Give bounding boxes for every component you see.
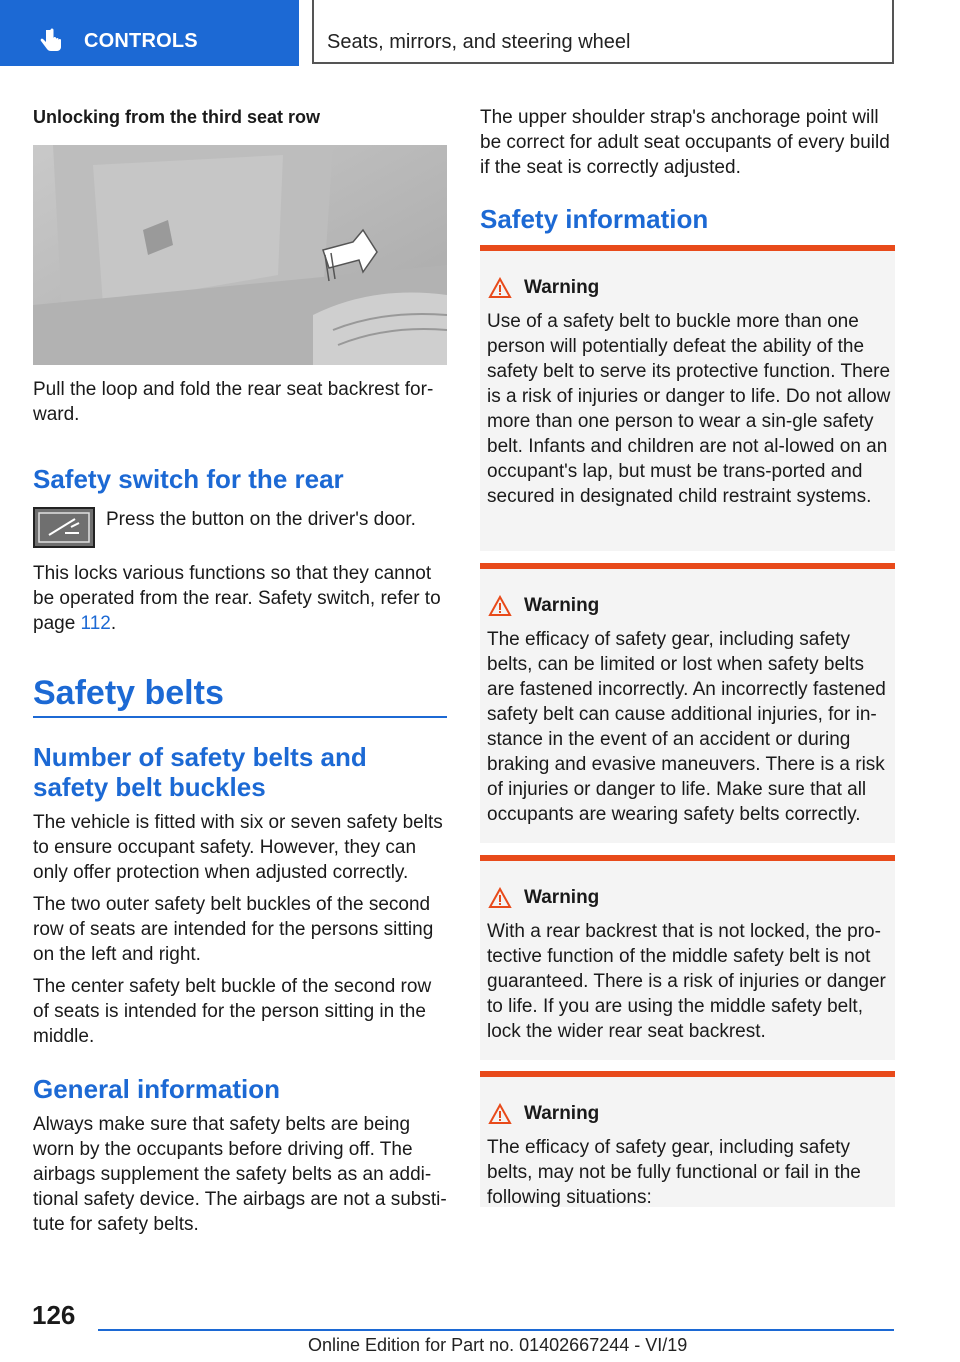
- warning-label: Warning: [524, 595, 600, 616]
- locks-text-end: .: [110, 613, 117, 634]
- page-link[interactable]: 112: [80, 613, 111, 634]
- chapter-label: CONTROLS: [84, 30, 198, 52]
- general-text: Always make sure that safety belts are being worn by the occupants before driving off. The airbags supplement the safety belts as an addi-tional safety device. The airbags are not a substi-tute for safety belts.: [33, 1114, 447, 1235]
- warning-header: [488, 887, 599, 909]
- safety-info-heading: Safety information: [480, 204, 709, 234]
- warning-triangle-icon: [488, 277, 512, 299]
- warning-header: [488, 595, 599, 617]
- third-row-seat-illustration: [33, 145, 447, 365]
- section-tab[interactable]: [312, 0, 894, 64]
- warning-text: The efficacy of safety gear, including safety belts, can be limited or lost when safety belts are fastened incorrectly. An incorrectly fastened safety belt can cause additional injuries, for in-stance in the event of an accident or during braking and evasive maneuvers. There is a risk of injuries or danger to life. Make sure that all occupants are wearing safety belts correctly.: [487, 629, 886, 825]
- warning-text: With a rear backrest that is not locked, the pro-tective function of the middle safety belt is not guaranteed. There is a risk of injuries or danger to life. If you are using the middle safety belt, lock the wider rear seat backrest.: [487, 921, 886, 1042]
- number-paragraph-3: The center safety belt buckle of the second row of seats is intended for the person sitting in the middle.: [33, 976, 432, 1047]
- warning-triangle-icon: [488, 887, 512, 909]
- page-header: [0, 0, 960, 66]
- safety-switch-text: Press the button on the driver's door.: [106, 509, 416, 530]
- warning-label: Warning: [524, 887, 600, 908]
- number-paragraph-1: The vehicle is fitted with six or seven safety belts to ensure occupant safety. However, they can only offer protection when adjusted correctly.: [33, 812, 443, 883]
- safety-belts-heading: Safety belts: [33, 674, 224, 712]
- hand-pointer-icon: [38, 28, 64, 54]
- warning-box-2: [480, 563, 895, 843]
- number-heading: Number of safety belts and safety belt buckles: [33, 742, 367, 802]
- safety-switch-heading: Safety switch for the rear: [33, 464, 344, 494]
- page-number: 126: [32, 1300, 76, 1330]
- warning-triangle-icon: [488, 1103, 512, 1125]
- locks-text-main: This locks various functions so that they cannot be operated from the rear. Safety switch, refer to page: [33, 563, 441, 634]
- heading-divider: [33, 716, 447, 718]
- chapter-tab[interactable]: [0, 0, 299, 66]
- unlock-heading: Unlocking from the third seat row: [33, 107, 321, 127]
- warning-text: Use of a safety belt to buckle more than one person will potentially defeat the ability of the safety belt to serve its protective function. There is a risk of injuries or danger to life. Do not allow more than one person to wear a sin-gle safety belt. Infants and children are not al-lowed on an occupant's lap, but must be trans-ported and secured in designated child restraint systems.: [487, 311, 891, 507]
- unlock-text: Pull the loop and fold the rear seat backrest for-ward.: [33, 379, 434, 425]
- warning-header: [488, 1103, 599, 1125]
- warning-box-1: [480, 245, 895, 551]
- general-heading: General information: [33, 1074, 281, 1104]
- warning-text: The efficacy of safety gear, including safety belts, may not be fully functional or fail in the following situations:: [487, 1137, 861, 1208]
- warning-label: Warning: [524, 277, 600, 298]
- window-lock-icon: [33, 507, 95, 548]
- warning-triangle-icon: [488, 595, 512, 617]
- number-paragraph-2: The two outer safety belt buckles of the second row of seats are intended for the persons sitting on the left and right.: [33, 894, 434, 965]
- anchorage-text: The upper shoulder strap's anchorage point will be correct for adult seat occupants of every build if the seat is correctly adjusted.: [480, 107, 890, 178]
- warning-header: [488, 277, 599, 299]
- footer-divider: [98, 1329, 894, 1331]
- warning-box-4: [480, 1071, 895, 1207]
- section-label: Seats, mirrors, and steering wheel: [327, 31, 631, 53]
- edition-text: Online Edition for Part no. 01402667244 - VI/19: [308, 1335, 688, 1355]
- warning-label: Warning: [524, 1103, 600, 1124]
- locks-text: [33, 561, 447, 636]
- warning-box-3: [480, 855, 895, 1060]
